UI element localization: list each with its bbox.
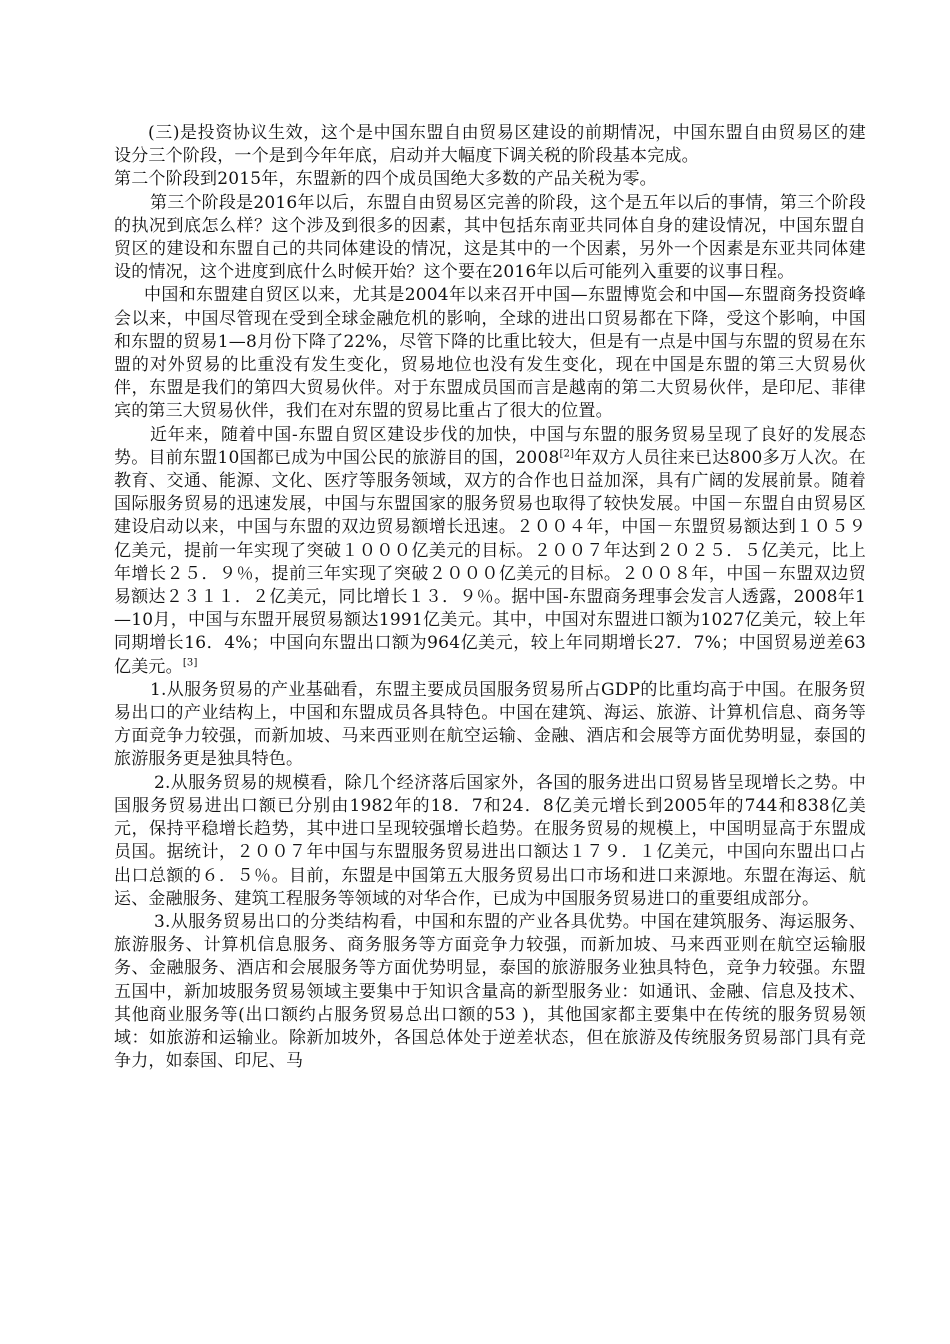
citation-marker-3: [3] xyxy=(182,657,198,669)
document-body xyxy=(114,122,866,1073)
paragraph-service-trade xyxy=(114,424,866,679)
paragraph-point-2: 2.从服务贸易的规模看，除几个经济落后国家外，各国的服务进出口贸易皆呈现增长之势。中国服务贸易进出口额已分别由1982年的18．7和24．8亿美元增长到2005年的744和838亿美元，保持平稳增长趋势，其中进口呈现较强增长趋势。在服务贸易的规模上，中国明显高于东盟成员国。据统计，２００７年中国与东盟服务贸易进出口额达１７９．１亿美元，中国向东盟出口占出口总额的６．５％。目前，东盟是中国第五大服务贸易出口市场和进口来源地。东盟在海运、航运、金融服务、建筑工程服务等领域的对华合作，已成为中国服务贸易进口的重要组成部分。 xyxy=(114,772,866,909)
paragraph-investment-agreement: (三)是投资协议生效，这个是中国东盟自由贸易区建设的前期情况，中国东盟自由贸易区的建设分三个阶段，一个是到今年年底，启动并大幅度下调关税的阶段基本完成。 xyxy=(114,123,866,167)
paragraph-second-stage: 第二个阶段到2015年，东盟新的四个成员国绝大多数的产品关税为零。 xyxy=(114,169,657,190)
service-trade-text-a: 近年来，随着中国-东盟自贸区建设步伐的加快，中国与东盟的服务贸易呈现了良好的发展态势。目前东盟10国都已成为中国公民的旅游目的国，2008 xyxy=(114,424,866,468)
paragraph-point-1: 1.从服务贸易的产业基础看，东盟主要成员国服务贸易所占GDP的比重均高于中国。在服务贸易出口的产业结构上，中国和东盟成员各具特色。中国在建筑、海运、旅游、计算机信息、商务等方面竞争力较强，而新加坡、马来西亚则在航空运输、金融、酒店和会展等方面优势明显，泰国的旅游服务更是独具特色。 xyxy=(114,679,866,770)
service-trade-text-b: 年双方人员往来已达800多万人次。在教育、交通、能源、文化、医疗等服务领域，双方的合作也日益加深，具有广阔的发展前景。随着国际服务贸易的迅速发展，中国与东盟国家的服务贸易也取得了较快发展。中国－东盟自由贸易区建设启动以来，中国与东盟的双边贸易额增长迅速。２００４年，中国－东盟贸易额达到１０５９亿美元，提前一年实现了突破１０００亿美元的目标。２００７年达到２０２５．５亿美元，比上年增长２５．９％，提前三年实现了突破２０００亿美元的目标。２００８年，中国－东盟双边贸易额达２３１１．２亿美元，同比增长１３．９％。据中国-东盟商务理事会发言人透露，2008年1—10月，中国与东盟开展贸易额达1991亿美元。其中，中国对东盟进口额为1027亿美元，较上年同期增长16．4%；中国向东盟出口额为964亿美元，较上年同期增长27．7%；中国贸易逆差63亿美元。 xyxy=(114,447,866,677)
paragraph-third-stage: 第三个阶段是2016年以后，东盟自由贸易区完善的阶段，这个是五年以后的事情，第三个阶段的执况到底怎么样？这个涉及到很多的因素，其中包括东南亚共同体自身的建设情况，中国东盟自贸区的建设和东盟自己的共同体建设的情况，这是其中的一个因素，另外一个因素是东亚共同体建设的情况，这个进度到底什么时候开始？这个要在2016年以后可能列入重要的议事日程。 xyxy=(114,192,866,283)
paragraph-point-3: 3.从服务贸易出口的分类结构看，中国和东盟的产业各具优势。中国在建筑服务、海运服务、旅游服务、计算机信息服务、商务服务等方面竞争力较强，而新加坡、马来西亚则在航空运输服务、金融服务、酒店和会展服务等方面优势明显，泰国的旅游服务业独具特色，竞争力较强。东盟五国中，新加坡服务贸易领域主要集中于知识含量高的新型服务业：如通讯、金融、信息及技术、其他商业服务等(出口额约占服务贸易总出口额的53 )，其他国家都主要集中在传统的服务贸易领域：如旅游和运输业。除新加坡外，各国总体处于逆差状态，但在旅游及传统服务贸易部门具有竞争力，如泰国、印尼、马 xyxy=(114,911,866,1072)
citation-marker-2: [2] xyxy=(559,448,575,460)
paragraph-trade-relations: 中国和东盟建自贸区以来，尤其是2004年以来召开中国—东盟博览会和中国—东盟商务投资峰会以来，中国尽管现在受到全球金融危机的影响，全球的进出口贸易都在下降，受这个影响，中国和东盟的贸易1—8月份下降了22%，尽管下降的比重比较大，但是有一点是中国与东盟的贸易在东盟的对外贸易的比重没有发生变化，贸易地位也没有发生变化，现在中国是东盟的第三大贸易伙伴，东盟是我们的第四大贸易伙伴。对于东盟成员国而言是越南的第二大贸易伙伴，是印尼、菲律宾的第三大贸易伙伴，我们在对东盟的贸易比重占了很大的位置。 xyxy=(114,285,866,422)
